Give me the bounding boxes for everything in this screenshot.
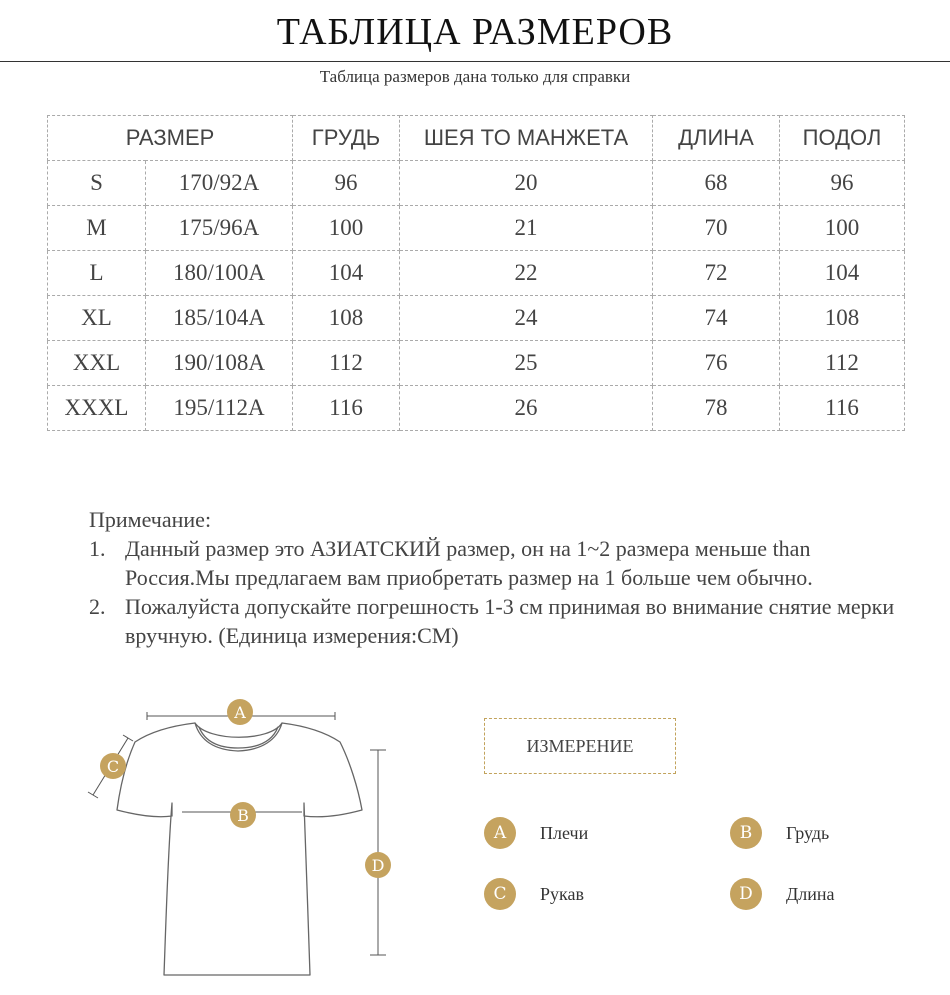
tshirt-diagram — [0, 690, 420, 990]
table-row — [48, 251, 905, 296]
cell-height-chest-code: 195/112A — [146, 386, 293, 431]
marker-b-label: B — [237, 806, 249, 825]
marker-c-label: C — [106, 757, 120, 776]
cell-height-chest-code: 190/108A — [146, 341, 293, 386]
cell-chest: 112 — [293, 341, 400, 386]
cell-hem: 100 — [780, 206, 905, 251]
legend-key-d-icon: D — [730, 878, 762, 910]
cell-chest: 96 — [293, 161, 400, 206]
note-item-1 — [89, 534, 909, 592]
cell-size: S — [48, 161, 146, 206]
table-row — [48, 296, 905, 341]
legend-label-shoulders: Плечи — [540, 822, 589, 843]
title-divider — [0, 61, 950, 62]
cell-length: 74 — [653, 296, 780, 341]
legend-item-c — [484, 878, 584, 910]
marker-d-label: D — [371, 856, 385, 875]
table-row — [48, 341, 905, 386]
cell-length: 70 — [653, 206, 780, 251]
page-subtitle: Таблица размеров дана только для справки — [319, 67, 631, 86]
cell-hem: 108 — [780, 296, 905, 341]
cell-neck-to-cuff: 26 — [400, 386, 653, 431]
note-number: 2. — [89, 594, 106, 619]
page-title: ТАБЛИЦА РАЗМЕРОВ — [276, 11, 674, 53]
table-row — [48, 386, 905, 431]
legend-label-length: Длина — [786, 883, 835, 904]
cell-chest: 104 — [293, 251, 400, 296]
note-number: 1. — [89, 536, 106, 561]
header-size: РАЗМЕР — [48, 116, 293, 161]
tshirt-outline-icon — [117, 723, 362, 975]
cell-neck-to-cuff: 25 — [400, 341, 653, 386]
cell-hem: 112 — [780, 341, 905, 386]
table-row — [48, 161, 905, 206]
cell-height-chest-code: 170/92A — [146, 161, 293, 206]
cell-neck-to-cuff: 20 — [400, 161, 653, 206]
note-text: Данный размер это АЗИАТСКИЙ размер, он на 1~2 размера меньше than Россия.Мы предлагаем вам приобретать размер на 1 больше чем обычно. — [125, 536, 813, 590]
legend-label-sleeve: Рукав — [540, 883, 584, 904]
marker-a-label: A — [234, 703, 246, 722]
cell-size: L — [48, 251, 146, 296]
cell-neck-to-cuff: 22 — [400, 251, 653, 296]
cell-size: XL — [48, 296, 146, 341]
table-row — [48, 206, 905, 251]
legend-key-a-icon: A — [484, 817, 516, 849]
table-header-row — [48, 116, 905, 161]
header-neck-to-cuff: ШЕЯ TO МАНЖЕТА — [400, 116, 653, 161]
note-text: Пожалуйста допускайте погрешность 1-3 см принимая во внимание снятие мерки вручную. (Единица измерения:CM) — [125, 594, 895, 648]
cell-hem: 104 — [780, 251, 905, 296]
legend-item-a — [484, 817, 588, 849]
legend-item-d — [730, 878, 835, 910]
cell-hem: 116 — [780, 386, 905, 431]
cell-size: M — [48, 206, 146, 251]
cell-length: 78 — [653, 386, 780, 431]
notes-section — [89, 505, 909, 650]
cell-size: XXL — [48, 341, 146, 386]
notes-title: Примечание: — [89, 507, 212, 532]
legend-label-chest: Грудь — [786, 822, 830, 843]
cell-height-chest-code: 185/104A — [146, 296, 293, 341]
note-item-2 — [89, 592, 909, 650]
cell-neck-to-cuff: 24 — [400, 296, 653, 341]
size-table — [47, 115, 905, 431]
cell-height-chest-code: 175/96A — [146, 206, 293, 251]
cell-chest: 116 — [293, 386, 400, 431]
header-chest: ГРУДЬ — [293, 116, 400, 161]
measurement-title-box: ИЗМЕРЕНИЕ — [484, 718, 676, 774]
cell-neck-to-cuff: 21 — [400, 206, 653, 251]
header-hem: ПОДОЛ — [780, 116, 905, 161]
legend-item-b — [730, 817, 829, 849]
header-length: ДЛИНА — [653, 116, 780, 161]
legend-key-c-icon: C — [484, 878, 516, 910]
cell-height-chest-code: 180/100A — [146, 251, 293, 296]
legend-key-b-icon: B — [730, 817, 762, 849]
cell-chest: 100 — [293, 206, 400, 251]
cell-size: XXXL — [48, 386, 146, 431]
cell-length: 68 — [653, 161, 780, 206]
cell-chest: 108 — [293, 296, 400, 341]
cell-length: 72 — [653, 251, 780, 296]
cell-hem: 96 — [780, 161, 905, 206]
cell-length: 76 — [653, 341, 780, 386]
